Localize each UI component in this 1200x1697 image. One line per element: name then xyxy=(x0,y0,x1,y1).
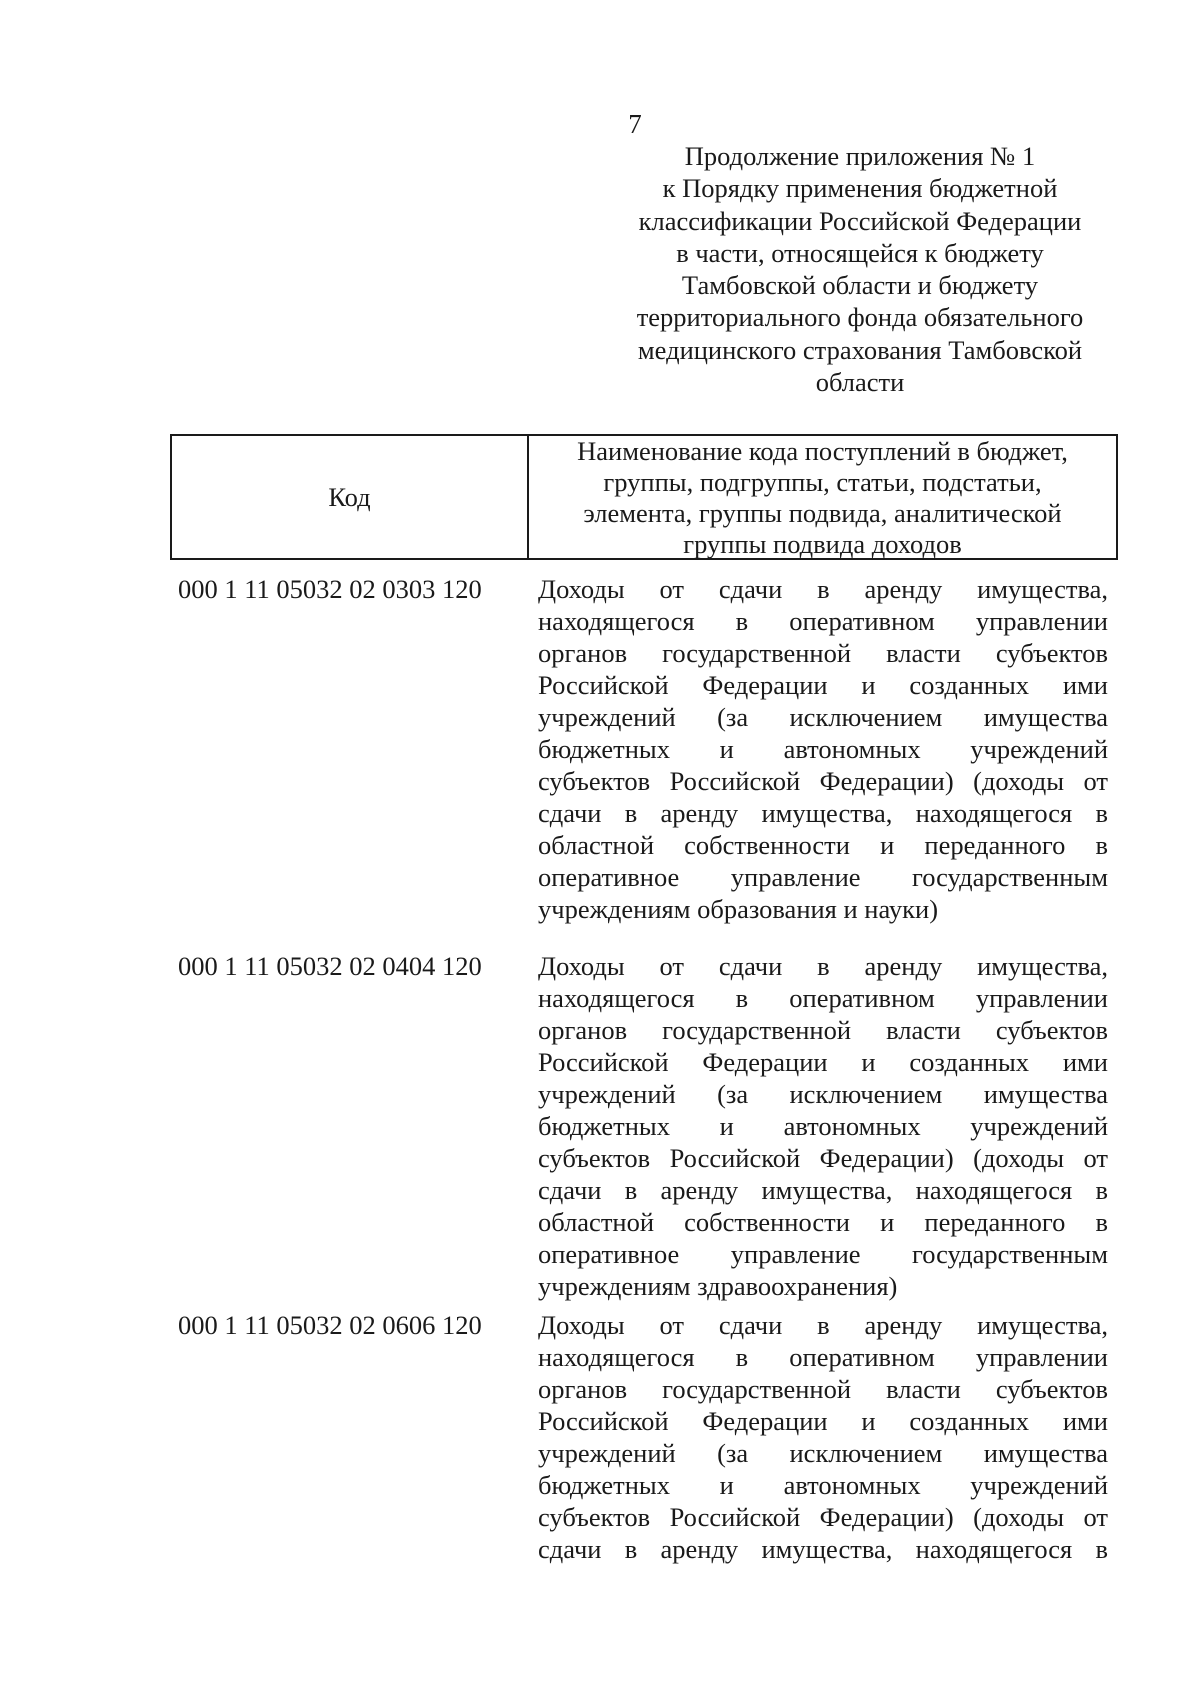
row-description-line: Доходы от сдачи в аренду имущества, xyxy=(538,574,1108,604)
appendix-header-line: территориального фонда обязательного xyxy=(636,302,1084,333)
table-header-name-line: Наименование кода поступлений в бюджет, xyxy=(577,436,1068,466)
row-description-line: бюджетных и автономных учреждений xyxy=(538,734,1108,764)
row-description-line: субъектов Российской Федерации) (доходы от xyxy=(538,1502,1108,1532)
row-description-line: бюджетных и автономных учреждений xyxy=(538,1470,1108,1500)
appendix-header-line: в части, относящейся к бюджету xyxy=(676,237,1044,268)
row-code: 000 1 11 05032 02 0404 120 xyxy=(178,951,482,981)
appendix-header-line: к Порядку применения бюджетной xyxy=(662,173,1058,204)
row-description xyxy=(538,950,1108,1302)
table-header-name-line: группы подвида доходов xyxy=(683,529,962,559)
row-description xyxy=(538,1309,1108,1565)
row-description-line: оперативное управление государственным xyxy=(538,862,1108,892)
row-description-line: учреждений (за исключением имущества xyxy=(538,702,1108,732)
row-description-line: Российской Федерации и созданных ими xyxy=(538,1406,1108,1436)
row-description-line: областной собственности и переданного в xyxy=(538,830,1108,860)
row-description-line: Доходы от сдачи в аренду имущества, xyxy=(538,951,1108,981)
row-description-line: сдачи в аренду имущества, находящегося в xyxy=(538,1534,1108,1564)
table-header-name-line: группы, подгруппы, статьи, подстатьи, xyxy=(603,467,1042,497)
row-description-line: органов государственной власти субъектов xyxy=(538,1374,1108,1404)
row-description xyxy=(538,573,1108,925)
table-header-code: Код xyxy=(172,436,529,558)
row-description-line: учреждений (за исключением имущества xyxy=(538,1079,1108,1109)
row-description-line: Доходы от сдачи в аренду имущества, xyxy=(538,1310,1108,1340)
appendix-header-line: классификации Российской Федерации xyxy=(638,205,1082,236)
row-description-line: Российской Федерации и созданных ими xyxy=(538,1047,1108,1077)
appendix-header-line: Тамбовской области и бюджету xyxy=(681,270,1039,301)
table-header-name xyxy=(529,436,1116,558)
page-number: 7 xyxy=(628,109,642,139)
row-description-line: субъектов Российской Федерации) (доходы от xyxy=(538,1143,1108,1173)
appendix-header-line: области xyxy=(815,367,905,398)
row-description-line: сдачи в аренду имущества, находящегося в xyxy=(538,798,1108,828)
row-description-line: находящегося в оперативном управлении xyxy=(538,983,1108,1013)
row-description-line: учреждениям здравоохранения) xyxy=(538,1271,898,1301)
row-description-line: учреждениям образования и науки) xyxy=(538,894,939,924)
row-description-line: оперативное управление государственным xyxy=(538,1239,1108,1269)
row-code: 000 1 11 05032 02 0303 120 xyxy=(178,574,482,604)
row-description-line: находящегося в оперативном управлении xyxy=(538,1342,1108,1372)
row-description-line: бюджетных и автономных учреждений xyxy=(538,1111,1108,1141)
row-description-line: учреждений (за исключением имущества xyxy=(538,1438,1108,1468)
row-description-line: сдачи в аренду имущества, находящегося в xyxy=(538,1175,1108,1205)
row-description-line: областной собственности и переданного в xyxy=(538,1207,1108,1237)
row-code: 000 1 11 05032 02 0606 120 xyxy=(178,1310,482,1340)
row-description-line: органов государственной власти субъектов xyxy=(538,1015,1108,1045)
row-description-line: Российской Федерации и созданных ими xyxy=(538,670,1108,700)
row-description-line: субъектов Российской Федерации) (доходы от xyxy=(538,766,1108,796)
row-description-line: находящегося в оперативном управлении xyxy=(538,606,1108,636)
appendix-header-line: медицинского страхования Тамбовской xyxy=(637,334,1083,365)
appendix-header xyxy=(600,140,1120,398)
table-header xyxy=(170,434,1118,560)
table-header-name-line: элемента, группы подвида, аналитической xyxy=(583,498,1062,528)
row-description-line: органов государственной власти субъектов xyxy=(538,638,1108,668)
appendix-header-line: Продолжение приложения № 1 xyxy=(684,141,1036,171)
